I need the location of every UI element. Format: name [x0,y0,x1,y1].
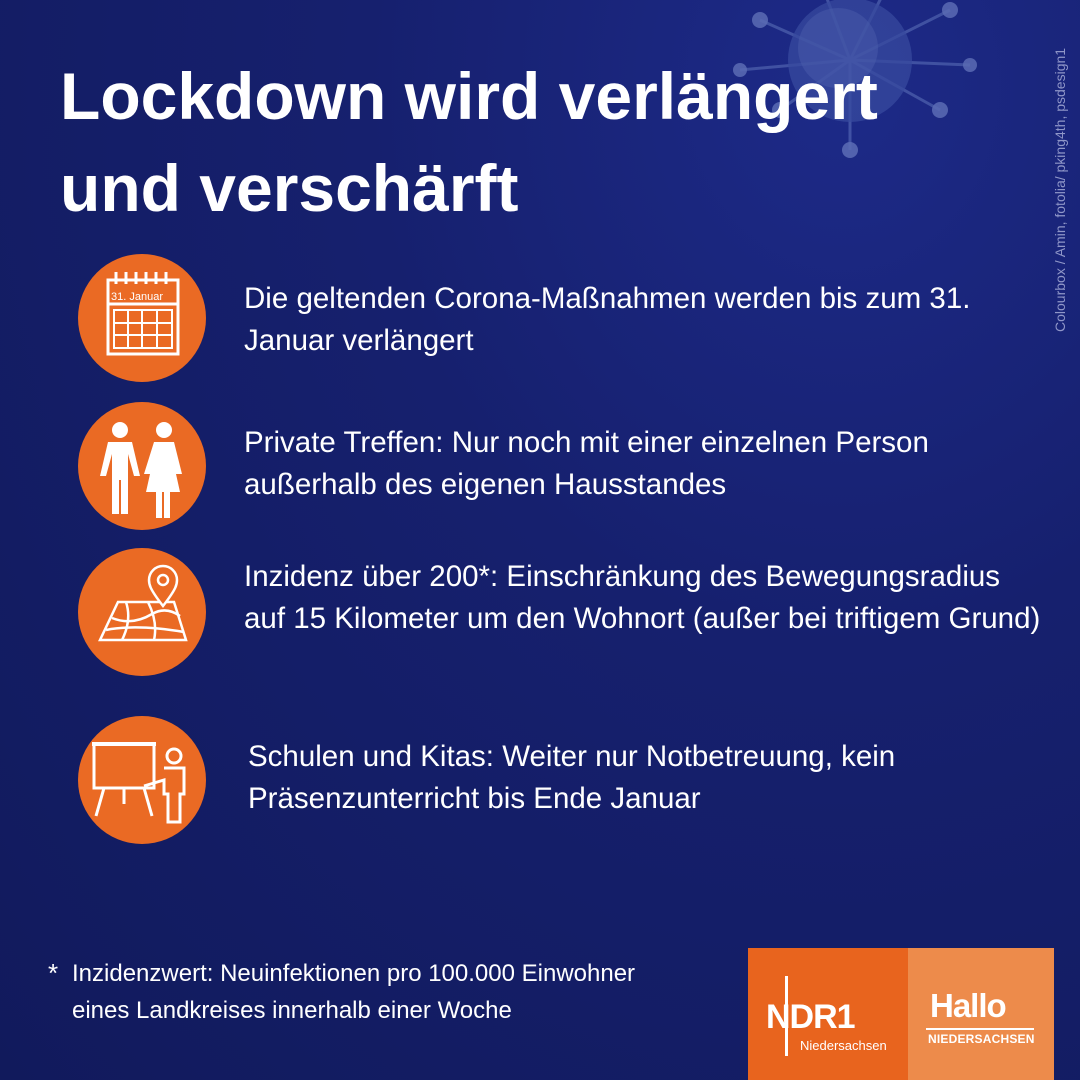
calendar-icon [78,254,206,382]
footnote-text: Inzidenzwert: Neuinfektionen pro 100.000 Einwohner eines Landkreises innerhalb einer Woche [72,960,636,1024]
headline: Lockdown wird verlängert und verschärft [60,59,878,225]
photo-credit [1052,18,1072,348]
ndr1-logo-subtitle: Niedersachsen [800,1038,887,1053]
hallo-logo-divider [926,1028,1034,1030]
measure-text-radius: Inzidenz über 200*: Einschränkung des Bewegungsradius auf 15 Kilometer um den Wohnort (außer bei triftigem Grund) [244,560,1041,635]
calendar-date-label: 31. Januar [111,291,163,303]
ndr1-logo-text: NDR1 [766,998,855,1036]
measure-text-schools: Schulen und Kitas: Weiter nur Notbetreuung, kein Präsenzunterricht bis Ende Januar [248,740,896,815]
photo-credit-text: Colourbox / Amin, fotolia/ pking4th, psdesign1 [1052,47,1068,332]
ndr1-logo [748,948,908,1080]
footnote-marker: * [48,958,59,988]
measure-text-extension: Die geltenden Corona-Maßnahmen werden bis zum 31. Januar verlängert [244,282,971,357]
people-icon [78,402,206,530]
hallo-logo-subtitle: NIEDERSACHSEN [928,1032,1035,1046]
map-pin-icon [78,548,206,676]
hallo-logo-text: Hallo [930,987,1006,1024]
teacher-board-icon [78,716,206,844]
hallo-niedersachsen-logo [908,948,1054,1080]
measure-text-meetings: Private Treffen: Nur noch mit einer einzelnen Person außerhalb des eigenen Hausstandes [244,426,929,501]
